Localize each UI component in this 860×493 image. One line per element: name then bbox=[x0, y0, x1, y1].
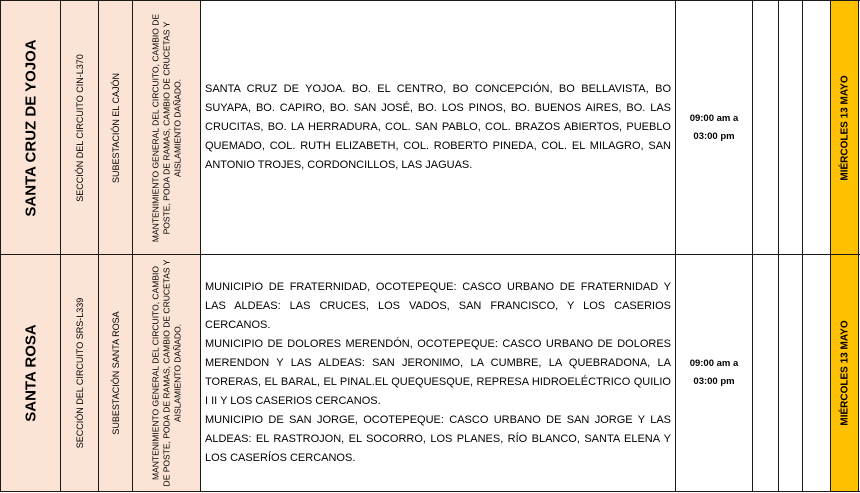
substation-label: SUBESTACIÓN SANTA ROSA bbox=[110, 311, 121, 435]
affected-area-text: MUNICIPIO DE FRATERNIDAD, OCOTEPEQUE: CASCO URBANO DE FRATERNIDAD Y LAS ALDEAS: LAS CRUCES, LOS VADOS, SAN FRANCISCO, Y LOS CASERIOS CERCANOS. bbox=[205, 281, 671, 331]
substation-cell bbox=[99, 255, 133, 492]
affected-areas-cell bbox=[201, 1, 676, 255]
table-row bbox=[1, 1, 860, 255]
affected-area-text: MUNICIPIO DE DOLORES MERENDÓN, OCOTEPEQUE: CASCO URBANO DE DOLORES MERENDON Y LAS ALDEAS: SAN JERONIMO, LA CUMBRE, LA QUEBRADONA, LA TORERAS, EL BARAL, EL PINAL.EL QUEQUESQUE, REPRESA HIDROELÉCTRICO QUILIO I II Y LOS CASERIOS CERCANOS. bbox=[205, 338, 671, 407]
day-cell bbox=[831, 255, 859, 492]
day-label: MIÉRCOLES 13 MAYO bbox=[839, 74, 850, 181]
work-description: MANTENIMIENTO GENERAL DEL CIRCUITO, CAMBIO DE POSTE, PODA DE RAMAS, CAMBIO DE CRUCETAS Y AISLAMIENTO DAÑADO. bbox=[150, 13, 182, 242]
city-cell bbox=[1, 255, 61, 492]
substation-label: SUBESTACIÓN EL CAJÓN bbox=[110, 72, 121, 183]
time-end: 03:00 pm bbox=[693, 130, 735, 142]
work-cell bbox=[133, 255, 201, 492]
circuit-label: SECCIÓN DEL CIRCUITO SRS-L339 bbox=[74, 297, 85, 449]
city-cell bbox=[1, 1, 61, 255]
empty-cell bbox=[779, 1, 803, 255]
empty-cell bbox=[803, 1, 831, 255]
city-label: SANTA ROSA bbox=[22, 324, 39, 422]
circuit-label: SECCIÓN DEL CIRCUITO CIN-L370 bbox=[74, 53, 85, 202]
circuit-cell bbox=[61, 1, 99, 255]
work-description: MANTENIMIENTO GENERAL DEL CIRCUITO, CAMBIO DE POSTE, PODA DE RAMAS, CAMBIO DE CRUCETAS Y AISLAMIENTO DAÑADO. bbox=[150, 259, 182, 487]
empty-cell bbox=[779, 255, 803, 492]
empty-cell bbox=[753, 255, 779, 492]
substation-cell bbox=[99, 1, 133, 255]
affected-area-text: MUNICIPIO DE SAN JORGE, OCOTEPEQUE: CASCO URBANO DE SAN JORGE Y LAS ALDEAS: EL RASTROJON, EL SOCORRO, LOS PLANES, RÍO BLANCO, SANTA ELENA Y LOS CASERÍOS CERCANOS. bbox=[205, 414, 671, 464]
empty-cell bbox=[803, 255, 831, 492]
city-label: SANTA CRUZ DE YOJOA bbox=[22, 38, 39, 217]
work-cell bbox=[133, 1, 201, 255]
day-cell bbox=[831, 1, 859, 255]
time-cell bbox=[676, 255, 753, 492]
day-label: MIÉRCOLES 13 MAYO bbox=[839, 320, 850, 426]
empty-cell bbox=[753, 1, 779, 255]
affected-areas-cell bbox=[201, 255, 676, 492]
time-start: 09:00 am a bbox=[689, 358, 739, 369]
time-end: 03:00 pm bbox=[693, 376, 735, 387]
circuit-cell bbox=[61, 255, 99, 492]
table-row bbox=[1, 255, 860, 492]
time-start: 09:00 am a bbox=[689, 112, 739, 124]
affected-area-text: SANTA CRUZ DE YOJOA. BO. EL CENTRO, BO CONCEPCIÓN, BO BELLAVISTA, BO SUYAPA, BO. CAPIRO, BO. SAN JOSÉ, BO. LOS PINOS, BO. BUENOS AIRES, BO. LAS CRUCITAS, BO. LA HERRADURA, COL. SAN PABLO, COL. BRAZOS ABIERTOS, PUEBLO QUEMADO, COL. RUTH ELIZABETH, COL. ROBERTO PINEDA, COL. EL MILAGRO, SAN ANTONIO TROJES, CORDONCILLOS, LAS JAGUAS. bbox=[205, 83, 671, 171]
time-cell bbox=[676, 1, 753, 255]
